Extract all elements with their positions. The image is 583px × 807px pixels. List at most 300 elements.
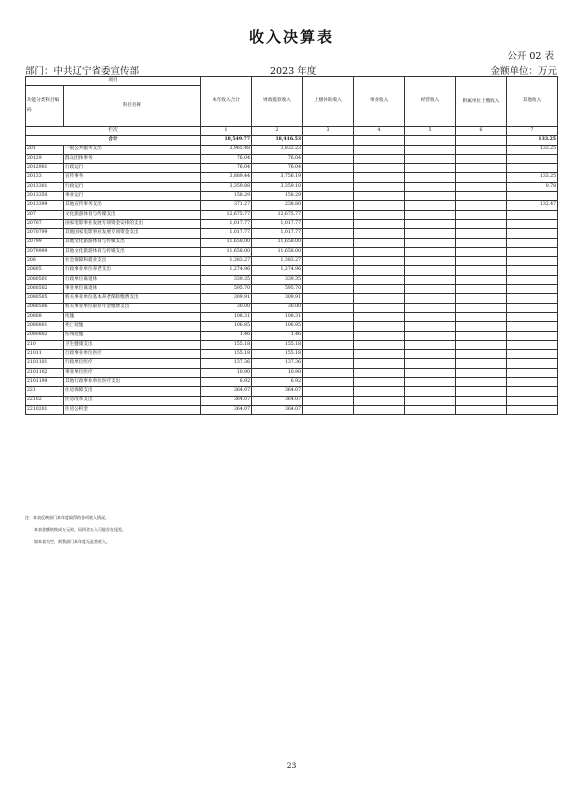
affiliate-income-cell — [456, 257, 507, 266]
superior-subsidy-cell — [303, 285, 354, 294]
table-row — [26, 238, 558, 247]
operating-income-cell — [405, 154, 456, 163]
fiscal-appropriation-cell: 3,756.19 — [252, 173, 303, 182]
subject-name-cell: 社会保障和就业支出 — [64, 257, 201, 266]
affiliate-income-cell — [456, 368, 507, 377]
operating-income-cell — [405, 350, 456, 359]
income-total-cell: 11,658.00 — [201, 238, 252, 247]
total-value: 18,416.53 — [252, 136, 303, 145]
other-income-cell — [507, 219, 558, 228]
other-income-cell — [507, 164, 558, 173]
form-number: 公开 02 表 — [507, 51, 554, 62]
operating-income-cell — [405, 387, 456, 396]
subject-name-cell: 国家电影事业发展专项资金安排的支出 — [64, 219, 201, 228]
affiliate-income-cell — [456, 359, 507, 368]
affiliate-income-cell — [456, 387, 507, 396]
income-total-cell: 3,889.44 — [201, 173, 252, 182]
affiliate-income-cell — [456, 275, 507, 284]
income-total-cell: 108.31 — [201, 312, 252, 321]
operating-income-cell — [405, 257, 456, 266]
fiscal-appropriation-cell: 309.91 — [252, 294, 303, 303]
table-row — [26, 164, 558, 173]
code-cell: 2101199 — [26, 378, 64, 387]
income-total-cell: 11,658.00 — [201, 247, 252, 256]
code-cell: 2079999 — [26, 247, 64, 256]
operating-income-cell — [405, 312, 456, 321]
superior-subsidy-cell — [303, 145, 354, 154]
subject-name-cell: 其他文化旅游体育与传媒支出 — [64, 247, 201, 256]
other-income-cell — [507, 331, 558, 340]
col-header-7: 其他收入 — [507, 77, 558, 127]
code-cell: 2080505 — [26, 294, 64, 303]
business-income-cell — [354, 182, 405, 191]
business-income-cell — [354, 266, 405, 275]
business-income-cell — [354, 219, 405, 228]
affiliate-income-cell — [456, 210, 507, 219]
affiliate-income-cell — [456, 145, 507, 154]
affiliate-income-cell — [456, 350, 507, 359]
other-income-cell — [507, 294, 558, 303]
code-cell: 201 — [26, 145, 64, 154]
code-cell: 210 — [26, 340, 64, 349]
operating-income-cell — [405, 322, 456, 331]
year-label: 2023 年度 — [270, 66, 317, 77]
superior-subsidy-cell — [303, 359, 354, 368]
business-income-cell — [354, 164, 405, 173]
table-row — [26, 154, 558, 163]
notes — [25, 512, 126, 548]
code-cell: 207 — [26, 210, 64, 219]
fiscal-appropriation-cell: 364.07 — [252, 387, 303, 396]
superior-subsidy-cell — [303, 266, 354, 275]
table-row — [26, 359, 558, 368]
fiscal-appropriation-cell: 137.36 — [252, 359, 303, 368]
affiliate-income-cell — [456, 201, 507, 210]
subject-name-cell: 住房公积金 — [64, 405, 201, 414]
table-row — [26, 201, 558, 210]
affiliate-income-cell — [456, 173, 507, 182]
affiliate-income-cell — [456, 192, 507, 201]
other-income-cell — [507, 238, 558, 247]
subject-name-cell: 事业单位医疗 — [64, 368, 201, 377]
fiscal-appropriation-cell: 339.35 — [252, 275, 303, 284]
income-total-cell: 76.04 — [201, 164, 252, 173]
superior-subsidy-cell — [303, 192, 354, 201]
business-income-cell — [354, 322, 405, 331]
fiscal-appropriation-cell: 155.18 — [252, 340, 303, 349]
affiliate-income-cell — [456, 396, 507, 405]
business-income-cell — [354, 387, 405, 396]
fiscal-appropriation-cell: 1.46 — [252, 331, 303, 340]
income-total-cell: 137.36 — [201, 359, 252, 368]
superior-subsidy-cell — [303, 322, 354, 331]
subject-name-cell: 其他文化旅游体育与传媒支出 — [64, 238, 201, 247]
col-header-3: 上级补助收入 — [303, 77, 354, 127]
subject-name-cell: 伤残抚恤 — [64, 331, 201, 340]
superior-subsidy-cell — [303, 182, 354, 191]
code-cell: 2210201 — [26, 405, 64, 414]
other-income-cell — [507, 210, 558, 219]
affiliate-income-cell — [456, 154, 507, 163]
operating-income-cell — [405, 340, 456, 349]
col-number: 7 — [507, 127, 558, 136]
total-row — [26, 136, 558, 145]
fiscal-appropriation-cell: 3,359.10 — [252, 182, 303, 191]
code-header: 功能分类科目编码 — [26, 86, 64, 127]
other-income-cell — [507, 350, 558, 359]
affiliate-income-cell — [456, 285, 507, 294]
table-row — [26, 350, 558, 359]
income-total-cell: 1.46 — [201, 331, 252, 340]
code-cell: 2013399 — [26, 201, 64, 210]
subject-name-cell: 文化旅游体育与传媒支出 — [64, 210, 201, 219]
income-total-cell: 364.07 — [201, 387, 252, 396]
operating-income-cell — [405, 331, 456, 340]
affiliate-income-cell — [456, 340, 507, 349]
code-cell: 2080501 — [26, 275, 64, 284]
business-income-cell — [354, 331, 405, 340]
superior-subsidy-cell — [303, 210, 354, 219]
code-cell: 2101101 — [26, 359, 64, 368]
subject-name-cell: 其他宣传事务支出 — [64, 201, 201, 210]
income-table — [25, 76, 558, 415]
code-cell: 2012901 — [26, 164, 64, 173]
operating-income-cell — [405, 145, 456, 154]
income-total-cell: 155.18 — [201, 350, 252, 359]
subject-name-cell: 行政单位离退休 — [64, 275, 201, 284]
affiliate-income-cell — [456, 322, 507, 331]
operating-income-cell — [405, 173, 456, 182]
total-value — [354, 136, 405, 145]
other-income-cell: 132.47 — [507, 201, 558, 210]
fiscal-appropriation-cell: 158.29 — [252, 192, 303, 201]
table-row — [26, 173, 558, 182]
col-header-5: 经营收入 — [405, 77, 456, 127]
total-value — [405, 136, 456, 145]
affiliate-income-cell — [456, 266, 507, 275]
superior-subsidy-cell — [303, 350, 354, 359]
other-income-cell — [507, 247, 558, 256]
name-header: 科目名称 — [64, 86, 201, 127]
income-total-cell: 6.92 — [201, 378, 252, 387]
fiscal-appropriation-cell: 30.00 — [252, 303, 303, 312]
total-value: 133.25 — [507, 136, 558, 145]
operating-income-cell — [405, 266, 456, 275]
col-header-2: 财政拨款收入 — [252, 77, 303, 127]
subject-name-cell: 群众团体事务 — [64, 154, 201, 163]
operating-income-cell — [405, 201, 456, 210]
code-cell: 2080502 — [26, 285, 64, 294]
superior-subsidy-cell — [303, 229, 354, 238]
business-income-cell — [354, 378, 405, 387]
affiliate-income-cell — [456, 294, 507, 303]
fiscal-appropriation-cell: 108.31 — [252, 312, 303, 321]
table-row — [26, 247, 558, 256]
total-value — [456, 136, 507, 145]
superior-subsidy-cell — [303, 396, 354, 405]
other-income-cell — [507, 266, 558, 275]
total-value — [303, 136, 354, 145]
code-cell: 20129 — [26, 154, 64, 163]
table-row — [26, 387, 558, 396]
code-cell: 20133 — [26, 173, 64, 182]
other-income-cell — [507, 285, 558, 294]
subject-name-cell: 其他国家电影事业发展专项资金支出 — [64, 229, 201, 238]
income-total-cell: 30.00 — [201, 303, 252, 312]
superior-subsidy-cell — [303, 331, 354, 340]
business-income-cell — [354, 312, 405, 321]
note-line: 注：本表反映部门本年度取得的各项收入情况。 — [25, 515, 109, 520]
table-row — [26, 396, 558, 405]
business-income-cell — [354, 257, 405, 266]
fiscal-appropriation-cell: 238.80 — [252, 201, 303, 210]
superior-subsidy-cell — [303, 275, 354, 284]
operating-income-cell — [405, 368, 456, 377]
income-total-cell: 3,965.48 — [201, 145, 252, 154]
code-cell: 221 — [26, 387, 64, 396]
code-cell: 2070799 — [26, 229, 64, 238]
affiliate-income-cell — [456, 378, 507, 387]
fiscal-appropriation-cell: 364.07 — [252, 405, 303, 414]
income-total-cell: 3,359.88 — [201, 182, 252, 191]
business-income-cell — [354, 368, 405, 377]
superior-subsidy-cell — [303, 368, 354, 377]
operating-income-cell — [405, 303, 456, 312]
fiscal-appropriation-cell: 1,017.77 — [252, 229, 303, 238]
col-number: 2 — [252, 127, 303, 136]
table-row — [26, 405, 558, 414]
project-header: 项目 — [26, 77, 201, 86]
table-row — [26, 229, 558, 238]
operating-income-cell — [405, 238, 456, 247]
superior-subsidy-cell — [303, 247, 354, 256]
other-income-cell — [507, 154, 558, 163]
table-row — [26, 340, 558, 349]
income-total-cell: 371.27 — [201, 201, 252, 210]
col-number: 3 — [303, 127, 354, 136]
lanci-label: 栏次 — [26, 127, 201, 136]
table-row — [26, 312, 558, 321]
note-line: 如本表为空，则我部门本年度无此类收入。 — [34, 539, 110, 544]
table-row — [26, 192, 558, 201]
business-income-cell — [354, 396, 405, 405]
col-header-6: 附属单位上缴收入 — [456, 77, 507, 127]
subject-name-cell: 其他行政事业单位医疗支出 — [64, 378, 201, 387]
fiscal-appropriation-cell: 76.04 — [252, 164, 303, 173]
superior-subsidy-cell — [303, 201, 354, 210]
income-total-cell: 1,383.27 — [201, 257, 252, 266]
page-number: 23 — [286, 761, 297, 770]
affiliate-income-cell — [456, 229, 507, 238]
affiliate-income-cell — [456, 312, 507, 321]
operating-income-cell — [405, 396, 456, 405]
code-cell: 2013350 — [26, 192, 64, 201]
fiscal-appropriation-cell: 364.07 — [252, 396, 303, 405]
operating-income-cell — [405, 359, 456, 368]
subject-name-cell: 行政单位医疗 — [64, 359, 201, 368]
other-income-cell: 0.78 — [507, 182, 558, 191]
code-cell: 20808 — [26, 312, 64, 321]
business-income-cell — [354, 247, 405, 256]
business-income-cell — [354, 285, 405, 294]
sub-header — [25, 63, 557, 75]
other-income-cell: 133.25 — [507, 145, 558, 154]
fiscal-appropriation-cell: 11,658.00 — [252, 247, 303, 256]
fiscal-appropriation-cell: 76.04 — [252, 154, 303, 163]
affiliate-income-cell — [456, 219, 507, 228]
fiscal-appropriation-cell: 10.90 — [252, 368, 303, 377]
fiscal-appropriation-cell: 155.18 — [252, 350, 303, 359]
code-cell: 208 — [26, 257, 64, 266]
code-cell: 20799 — [26, 238, 64, 247]
subject-name-cell: 行政运行 — [64, 182, 201, 191]
income-total-cell: 106.85 — [201, 322, 252, 331]
other-income-cell — [507, 396, 558, 405]
superior-subsidy-cell — [303, 154, 354, 163]
business-income-cell — [354, 405, 405, 414]
operating-income-cell — [405, 210, 456, 219]
income-total-cell: 1,017.77 — [201, 219, 252, 228]
business-income-cell — [354, 275, 405, 284]
income-total-cell: 309.91 — [201, 294, 252, 303]
operating-income-cell — [405, 285, 456, 294]
table-row — [26, 294, 558, 303]
affiliate-income-cell — [456, 182, 507, 191]
other-income-cell — [507, 257, 558, 266]
fiscal-appropriation-cell: 6.92 — [252, 378, 303, 387]
income-total-cell: 595.70 — [201, 285, 252, 294]
fiscal-appropriation-cell: 1,017.77 — [252, 219, 303, 228]
code-cell: 2080801 — [26, 322, 64, 331]
subject-name-cell: 行政事业单位医疗 — [64, 350, 201, 359]
subject-name-cell: 卫生健康支出 — [64, 340, 201, 349]
fiscal-appropriation-cell: 12,675.77 — [252, 210, 303, 219]
affiliate-income-cell — [456, 405, 507, 414]
operating-income-cell — [405, 275, 456, 284]
subject-name-cell: 机关事业单位职业年金缴费支出 — [64, 303, 201, 312]
business-income-cell — [354, 201, 405, 210]
other-income-cell: 133.25 — [507, 173, 558, 182]
business-income-cell — [354, 192, 405, 201]
superior-subsidy-cell — [303, 312, 354, 321]
other-income-cell — [507, 303, 558, 312]
subject-name-cell: 死亡抚恤 — [64, 322, 201, 331]
table-row — [26, 303, 558, 312]
code-cell: 22102 — [26, 396, 64, 405]
business-income-cell — [354, 173, 405, 182]
other-income-cell — [507, 275, 558, 284]
superior-subsidy-cell — [303, 219, 354, 228]
operating-income-cell — [405, 294, 456, 303]
code-cell: 20805 — [26, 266, 64, 275]
fiscal-appropriation-cell: 106.85 — [252, 322, 303, 331]
affiliate-income-cell — [456, 303, 507, 312]
operating-income-cell — [405, 182, 456, 191]
subject-name-cell: 行政事业单位养老支出 — [64, 266, 201, 275]
affiliate-income-cell — [456, 247, 507, 256]
subject-name-cell: 事业运行 — [64, 192, 201, 201]
business-income-cell — [354, 229, 405, 238]
income-total-cell: 339.35 — [201, 275, 252, 284]
total-value: 18,549.77 — [201, 136, 252, 145]
subject-name-cell: 抚恤 — [64, 312, 201, 321]
superior-subsidy-cell — [303, 387, 354, 396]
business-income-cell — [354, 303, 405, 312]
other-income-cell — [507, 405, 558, 414]
superior-subsidy-cell — [303, 238, 354, 247]
operating-income-cell — [405, 405, 456, 414]
subject-name-cell: 事业单位离退休 — [64, 285, 201, 294]
table-row — [26, 285, 558, 294]
page-title: 收入决算表 — [248, 28, 334, 46]
table-row — [26, 210, 558, 219]
total-label: 合计 — [26, 136, 201, 145]
other-income-cell — [507, 312, 558, 321]
table-row — [26, 275, 558, 284]
income-total-cell: 10.90 — [201, 368, 252, 377]
subject-name-cell: 一般公共服务支出 — [64, 145, 201, 154]
business-income-cell — [354, 238, 405, 247]
table-row — [26, 266, 558, 275]
unit-label: 金额单位：万元 — [490, 66, 557, 77]
note-line: 本表金额转换成万元时，因四舍五入可能存在尾差。 — [34, 527, 126, 532]
operating-income-cell — [405, 247, 456, 256]
other-income-cell — [507, 378, 558, 387]
affiliate-income-cell — [456, 331, 507, 340]
column-number-row — [26, 127, 558, 136]
superior-subsidy-cell — [303, 378, 354, 387]
code-cell: 2080506 — [26, 303, 64, 312]
income-total-cell: 364.07 — [201, 405, 252, 414]
table-row — [26, 257, 558, 266]
superior-subsidy-cell — [303, 257, 354, 266]
col-number: 5 — [405, 127, 456, 136]
other-income-cell — [507, 192, 558, 201]
business-income-cell — [354, 145, 405, 154]
table-row — [26, 378, 558, 387]
other-income-cell — [507, 368, 558, 377]
code-cell: 2013301 — [26, 182, 64, 191]
other-income-cell — [507, 359, 558, 368]
code-cell: 2101102 — [26, 368, 64, 377]
income-total-cell: 1,274.96 — [201, 266, 252, 275]
subject-name-cell: 住房改革支出 — [64, 396, 201, 405]
code-cell: 20707 — [26, 219, 64, 228]
table-row — [26, 219, 558, 228]
superior-subsidy-cell — [303, 173, 354, 182]
subject-name-cell: 宣传事务 — [64, 173, 201, 182]
income-total-cell: 155.18 — [201, 340, 252, 349]
business-income-cell — [354, 210, 405, 219]
business-income-cell — [354, 350, 405, 359]
table-row — [26, 145, 558, 154]
superior-subsidy-cell — [303, 164, 354, 173]
fiscal-appropriation-cell: 595.70 — [252, 285, 303, 294]
department-label: 部门：中共辽宁省委宣传部 — [25, 66, 140, 77]
affiliate-income-cell — [456, 238, 507, 247]
col-header-1: 本年收入合计 — [201, 77, 252, 127]
superior-subsidy-cell — [303, 294, 354, 303]
superior-subsidy-cell — [303, 340, 354, 349]
income-total-cell: 364.07 — [201, 396, 252, 405]
code-cell: 21011 — [26, 350, 64, 359]
income-total-cell: 12,675.77 — [201, 210, 252, 219]
operating-income-cell — [405, 164, 456, 173]
fiscal-appropriation-cell: 1,383.27 — [252, 257, 303, 266]
other-income-cell — [507, 229, 558, 238]
operating-income-cell — [405, 229, 456, 238]
subject-name-cell: 行政运行 — [64, 164, 201, 173]
